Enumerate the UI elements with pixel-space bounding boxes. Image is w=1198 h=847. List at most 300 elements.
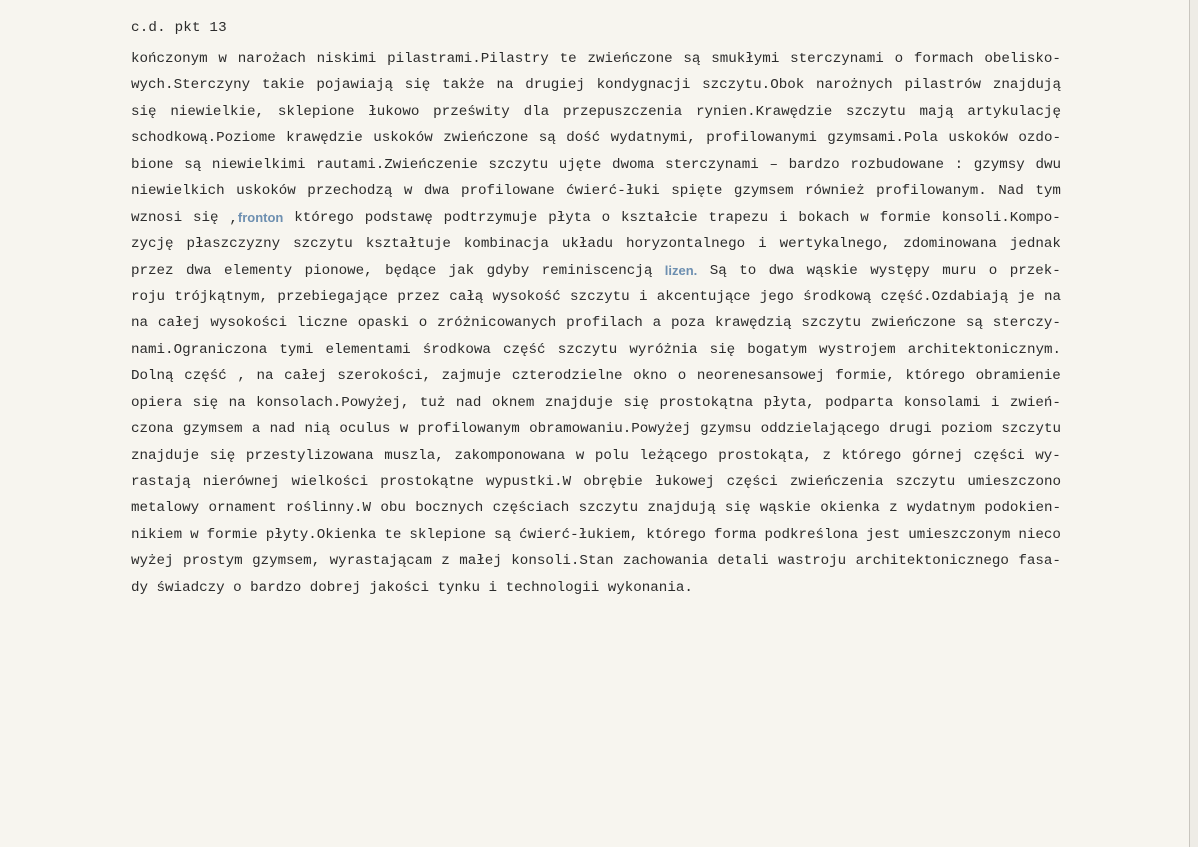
word: wznosi — [131, 209, 183, 226]
word: górnej — [911, 447, 963, 464]
page-edge — [1190, 0, 1198, 847]
word: i — [758, 236, 767, 253]
text-line — [131, 390, 1061, 416]
word: prostym — [183, 553, 243, 570]
word: wych.Sterczyny — [131, 77, 251, 94]
word: w — [575, 447, 585, 464]
word: są — [683, 51, 701, 67]
word: świadczy — [156, 579, 225, 596]
word: schodkową.Poziome — [131, 130, 276, 147]
word: profilach — [566, 315, 643, 332]
word: szczytu — [846, 103, 906, 120]
word: to — [739, 262, 757, 279]
word: ćwierć-łukiem, — [519, 526, 639, 543]
word: wykonania. — [607, 579, 693, 596]
word: łukowo — [368, 103, 420, 120]
word: zwieńczone — [870, 315, 957, 332]
word: wydatnymi, — [610, 130, 696, 147]
word: z — [889, 500, 898, 517]
page-edge-line — [1189, 0, 1190, 847]
word: sterczynami — [665, 156, 759, 173]
word: przebiegające — [277, 288, 389, 305]
word: akcentujące — [656, 288, 751, 305]
word: tynku — [437, 579, 481, 596]
word: są — [965, 315, 983, 332]
word: architektonicznym. — [907, 341, 1061, 358]
word: są — [184, 156, 202, 173]
word: środkowa — [422, 341, 491, 358]
word: dy — [131, 579, 149, 596]
word: przez — [131, 262, 174, 279]
word: gdyby — [486, 262, 530, 279]
word: znajdują — [992, 77, 1061, 94]
word: bione — [131, 156, 174, 173]
word: obelisko- — [984, 51, 1061, 67]
word: się — [209, 447, 236, 464]
word: obu — [380, 500, 406, 517]
word: opaski — [357, 315, 409, 332]
text-line — [131, 522, 1061, 548]
word: jakości — [369, 579, 429, 596]
word: umieszczono — [967, 474, 1061, 490]
word: są — [538, 130, 556, 147]
word: i — [638, 288, 648, 305]
word: kończonym — [131, 51, 208, 67]
word: którego — [646, 526, 706, 543]
word: szczytu — [895, 474, 956, 490]
word: wydatnym — [906, 500, 976, 517]
word: bokach — [798, 209, 850, 226]
word: umieszczonym — [908, 526, 1011, 543]
typed-body-text — [131, 46, 1061, 601]
word: w — [399, 421, 409, 438]
word: znajduje — [544, 394, 613, 411]
word: na — [496, 77, 514, 94]
word: podokien- — [984, 500, 1061, 517]
word: formie — [206, 526, 258, 543]
word: nikiem — [131, 526, 183, 543]
word: elementy — [224, 262, 293, 279]
word: szczytu — [578, 500, 639, 517]
word: Są — [709, 262, 727, 279]
word: niewielkich — [131, 183, 225, 200]
word: występy — [870, 262, 930, 279]
word: znajdują — [647, 500, 716, 517]
word: niewielkimi — [211, 156, 306, 173]
word: wąskie — [759, 500, 811, 517]
word: reminiscencją — [541, 262, 653, 279]
text-line — [131, 310, 1061, 336]
word: z — [822, 447, 832, 464]
word: uskoków — [948, 130, 1008, 147]
word: nami.Ograniczona — [131, 341, 268, 358]
word: te — [384, 526, 402, 543]
word: się — [709, 341, 736, 358]
word: się — [623, 394, 650, 411]
word: i — [778, 209, 788, 226]
word: muru — [942, 262, 977, 279]
word: części — [973, 447, 1025, 464]
word: o — [233, 579, 242, 596]
word: rozbudowane — [850, 156, 944, 173]
word: są — [494, 526, 512, 543]
word: oddzielającego — [760, 421, 880, 438]
word: tuż — [419, 394, 446, 411]
word: gzymsu — [700, 421, 752, 438]
word: , — [237, 368, 246, 385]
word: formie, — [835, 368, 895, 385]
word: narożnych — [816, 77, 893, 94]
word: podkreślona — [764, 526, 859, 543]
word: Nad — [998, 183, 1024, 200]
word: podstawę — [364, 209, 433, 226]
word: elementami — [325, 341, 411, 358]
word: o — [677, 368, 687, 385]
word: rynien.Krawędzie — [695, 103, 833, 120]
word: w — [218, 51, 227, 67]
word: wielkości — [291, 474, 369, 490]
word: będące — [385, 262, 437, 279]
word: zwieńczenia — [789, 474, 884, 490]
word: polu — [594, 447, 629, 464]
word: a — [251, 421, 261, 438]
word: kombinacja — [463, 236, 549, 253]
word: zycję — [131, 236, 174, 253]
word: przek- — [1009, 262, 1061, 279]
word: tym — [1035, 183, 1061, 200]
highlighted-word — [665, 258, 698, 284]
word: profilowanym. — [876, 183, 987, 200]
word: o — [601, 209, 611, 226]
word: pilastrami.Pilastry — [387, 51, 549, 67]
word: płyta, — [763, 394, 815, 411]
word: czterodzielne — [511, 368, 623, 385]
word: niewielkie, — [170, 103, 265, 120]
word: zwieńczone — [587, 51, 673, 67]
word: łukowej — [654, 474, 715, 490]
word: wertykalnego, — [779, 236, 891, 253]
word: dwa — [423, 183, 450, 200]
word: profilowanym — [417, 421, 520, 438]
word: obramowaniu.Powyżej — [529, 421, 691, 438]
word: forma — [713, 526, 757, 543]
word: dobrej — [309, 579, 361, 596]
highlighted-term: fronton — [237, 209, 284, 225]
word: wyżej — [131, 553, 174, 570]
word: część — [503, 341, 546, 358]
highlighted-word: ,fronton — [229, 209, 284, 227]
word: szczytu — [1001, 421, 1061, 438]
word: jego — [759, 288, 794, 305]
text-line — [131, 469, 1061, 495]
word: wyrastającam — [329, 553, 432, 570]
word: poza — [671, 315, 706, 332]
word: profilowanymi — [706, 130, 817, 147]
word: takie — [261, 77, 305, 94]
word: pionowe, — [304, 262, 373, 279]
word: częściach — [492, 500, 570, 517]
word: dwu — [1035, 156, 1061, 173]
word: którego — [841, 447, 902, 464]
text-line — [131, 495, 1061, 521]
text-line — [131, 575, 1061, 601]
word: niskimi — [316, 51, 377, 67]
word: sterczynami — [790, 51, 884, 67]
word: o — [894, 51, 904, 67]
word: gzymsami.Pola — [827, 130, 938, 147]
word: smukłymi — [711, 51, 780, 67]
word: całej — [284, 368, 327, 385]
word: kształcie — [621, 209, 698, 226]
word: przechodzą — [307, 183, 393, 200]
word: szczytu — [801, 315, 862, 332]
word: całą — [449, 288, 484, 305]
text-line — [131, 72, 1061, 98]
word: konsolami — [903, 394, 981, 411]
word: architektonicznego — [855, 553, 1009, 570]
word: płaszczyzny — [186, 236, 281, 253]
word: jednak — [1009, 236, 1061, 253]
word: również — [804, 183, 865, 200]
word: nieco — [1018, 526, 1061, 543]
word: część.Ozdabiają — [880, 288, 1009, 305]
word: jest — [866, 526, 901, 543]
word: obrębie — [583, 474, 643, 490]
word: pilastrów — [904, 77, 982, 94]
text-line — [131, 231, 1061, 257]
word: w — [190, 526, 199, 543]
word: horyzontalnego — [625, 236, 746, 253]
word: zwieńczone — [443, 130, 529, 147]
word: gzymsy — [973, 156, 1025, 173]
word: gzymsem, — [252, 553, 321, 570]
word: detali — [717, 553, 769, 570]
word: gzymsem — [182, 421, 243, 438]
word: drugi — [889, 421, 932, 438]
word: czona — [131, 421, 174, 438]
word: okienka — [820, 500, 880, 517]
text-line — [131, 416, 1061, 442]
word: także — [442, 77, 485, 94]
word: poziom — [940, 421, 993, 438]
text-line — [131, 548, 1061, 574]
word: dość — [566, 130, 601, 147]
word: płyta — [548, 209, 591, 226]
text-line — [131, 205, 1061, 231]
word: w — [403, 183, 413, 200]
word: technologii — [505, 579, 600, 596]
word: rautami.Zwieńczenie — [316, 156, 478, 173]
text-line — [131, 152, 1061, 178]
word: części — [726, 474, 778, 490]
word: sklepione — [409, 526, 487, 543]
word: całej — [157, 315, 201, 332]
word: zdominowana — [903, 236, 997, 253]
word: bardzo — [250, 579, 302, 596]
word: układu — [561, 236, 613, 253]
word: zakomponowana — [454, 447, 566, 464]
word: mają — [919, 103, 954, 120]
word: szczytu — [293, 236, 353, 253]
word: – — [769, 156, 778, 173]
word: krawędzią — [714, 315, 792, 332]
word: gzymsem — [733, 183, 794, 200]
word: formie — [879, 209, 931, 226]
word: : — [954, 156, 964, 173]
word: okno — [633, 368, 668, 385]
text-line — [131, 337, 1061, 363]
word: uskoków — [373, 130, 433, 147]
word: część — [184, 368, 227, 385]
word: dla — [523, 103, 550, 120]
text-line — [131, 99, 1061, 125]
word: szczytu — [488, 156, 549, 173]
word: konsolach.Powyżej, — [256, 394, 410, 411]
word: o — [418, 315, 428, 332]
word: profilowane — [460, 183, 555, 200]
word: się — [192, 209, 219, 226]
word: opiera — [131, 394, 183, 411]
word: leżącego — [639, 447, 708, 464]
word: przestylizowana — [245, 447, 374, 464]
word: drugiej — [525, 77, 585, 94]
word: podparta — [825, 394, 894, 411]
word: płyty.Okienka — [265, 526, 377, 543]
word: nierównej — [202, 474, 280, 490]
word: dwa — [186, 262, 212, 279]
word: nią — [304, 421, 331, 438]
page-header: c.d. pkt 13 — [131, 20, 227, 36]
word: neorenesansowej — [696, 368, 825, 385]
word: wypustki.W — [485, 474, 572, 490]
word: prostokątna — [659, 394, 754, 411]
word: tymi — [279, 341, 314, 358]
word: szczytu — [570, 288, 630, 305]
word: sterczy- — [992, 315, 1061, 332]
word: konsoli.Stan — [511, 553, 614, 570]
word: rastają — [131, 474, 191, 490]
word: jak — [448, 262, 475, 279]
word: roju — [131, 288, 166, 305]
word: kondygnacji — [596, 77, 691, 94]
word: krawędzie — [286, 130, 363, 147]
text-line — [131, 443, 1061, 469]
text-line — [131, 125, 1061, 151]
word: konsoli.Kompo- — [941, 209, 1061, 226]
word: wyróżnia — [629, 341, 698, 358]
word: dwoma — [611, 156, 655, 173]
word: na — [228, 394, 246, 411]
word: prześwity — [433, 103, 510, 120]
word: i — [488, 579, 498, 596]
highlighted-term: lizen. — [664, 262, 698, 278]
word: którego — [905, 368, 966, 385]
word: roślinny.W — [285, 500, 372, 517]
word: małej — [459, 553, 502, 570]
word: zwień- — [1009, 394, 1061, 411]
word: wysokość — [492, 288, 561, 305]
word: przez — [397, 288, 440, 305]
word: się — [131, 103, 157, 120]
word: przepuszczenia — [562, 103, 683, 120]
word: zróżnicowanych — [437, 315, 557, 332]
word: pojawiają — [316, 77, 393, 94]
word: dwa — [768, 262, 795, 279]
word: spięte — [671, 183, 723, 200]
word: liczne — [296, 315, 348, 332]
word: na — [256, 368, 274, 385]
word: uskoków — [236, 183, 296, 200]
word: formach — [913, 51, 974, 67]
word: bogatym — [747, 341, 807, 358]
word: się — [192, 394, 219, 411]
word: prostokąta, — [718, 447, 812, 464]
word: ozdo- — [1018, 130, 1061, 147]
word: na — [1043, 288, 1061, 305]
word: prostokątne — [380, 474, 474, 490]
word: kształtuje — [365, 236, 451, 253]
word: fasa- — [1018, 553, 1061, 570]
word: ornament — [208, 500, 277, 517]
word: w — [860, 209, 869, 226]
word: o — [988, 262, 998, 279]
word: wysokości — [210, 315, 287, 332]
text-line — [131, 363, 1061, 389]
word: Dolną — [131, 368, 174, 385]
word: znajduje — [131, 447, 200, 464]
word: bocznych — [415, 500, 484, 517]
word: wastroju — [778, 553, 847, 570]
word: szerokości, — [337, 368, 431, 385]
word: sklepione — [277, 103, 355, 120]
word: się — [404, 77, 431, 94]
word: środkową — [803, 288, 872, 305]
word: i — [990, 394, 1000, 411]
word: wy- — [1035, 447, 1061, 464]
word: wąskie — [806, 262, 858, 279]
word: którego — [294, 209, 354, 226]
word: wystrojem — [819, 341, 896, 358]
word: szczytu — [557, 341, 618, 358]
word: zajmuje — [441, 368, 502, 385]
word: na — [131, 315, 149, 332]
word: artykulację — [967, 103, 1061, 120]
word: oculus — [339, 421, 391, 438]
text-line — [131, 178, 1061, 204]
word: bardzo — [788, 156, 840, 173]
word: metalowy — [131, 500, 200, 517]
text-line — [131, 46, 1061, 72]
word: z — [441, 553, 450, 570]
word: nad — [455, 394, 482, 411]
word: muszla, — [384, 447, 444, 464]
word: ujęte — [558, 156, 602, 173]
word: trójkątnym, — [174, 288, 269, 305]
word: obramienie — [975, 368, 1061, 385]
text-line — [131, 284, 1061, 310]
word: je — [1017, 288, 1035, 305]
word: podtrzymuje — [443, 209, 538, 226]
word: oknem — [491, 394, 535, 411]
word: trapezu — [708, 209, 769, 226]
word: nad — [269, 421, 296, 438]
word: zachowania — [622, 553, 709, 570]
word: te — [559, 51, 577, 67]
word: narożach — [237, 51, 306, 67]
word: się — [724, 500, 751, 517]
text-line — [131, 258, 1061, 284]
word: a — [652, 315, 662, 332]
